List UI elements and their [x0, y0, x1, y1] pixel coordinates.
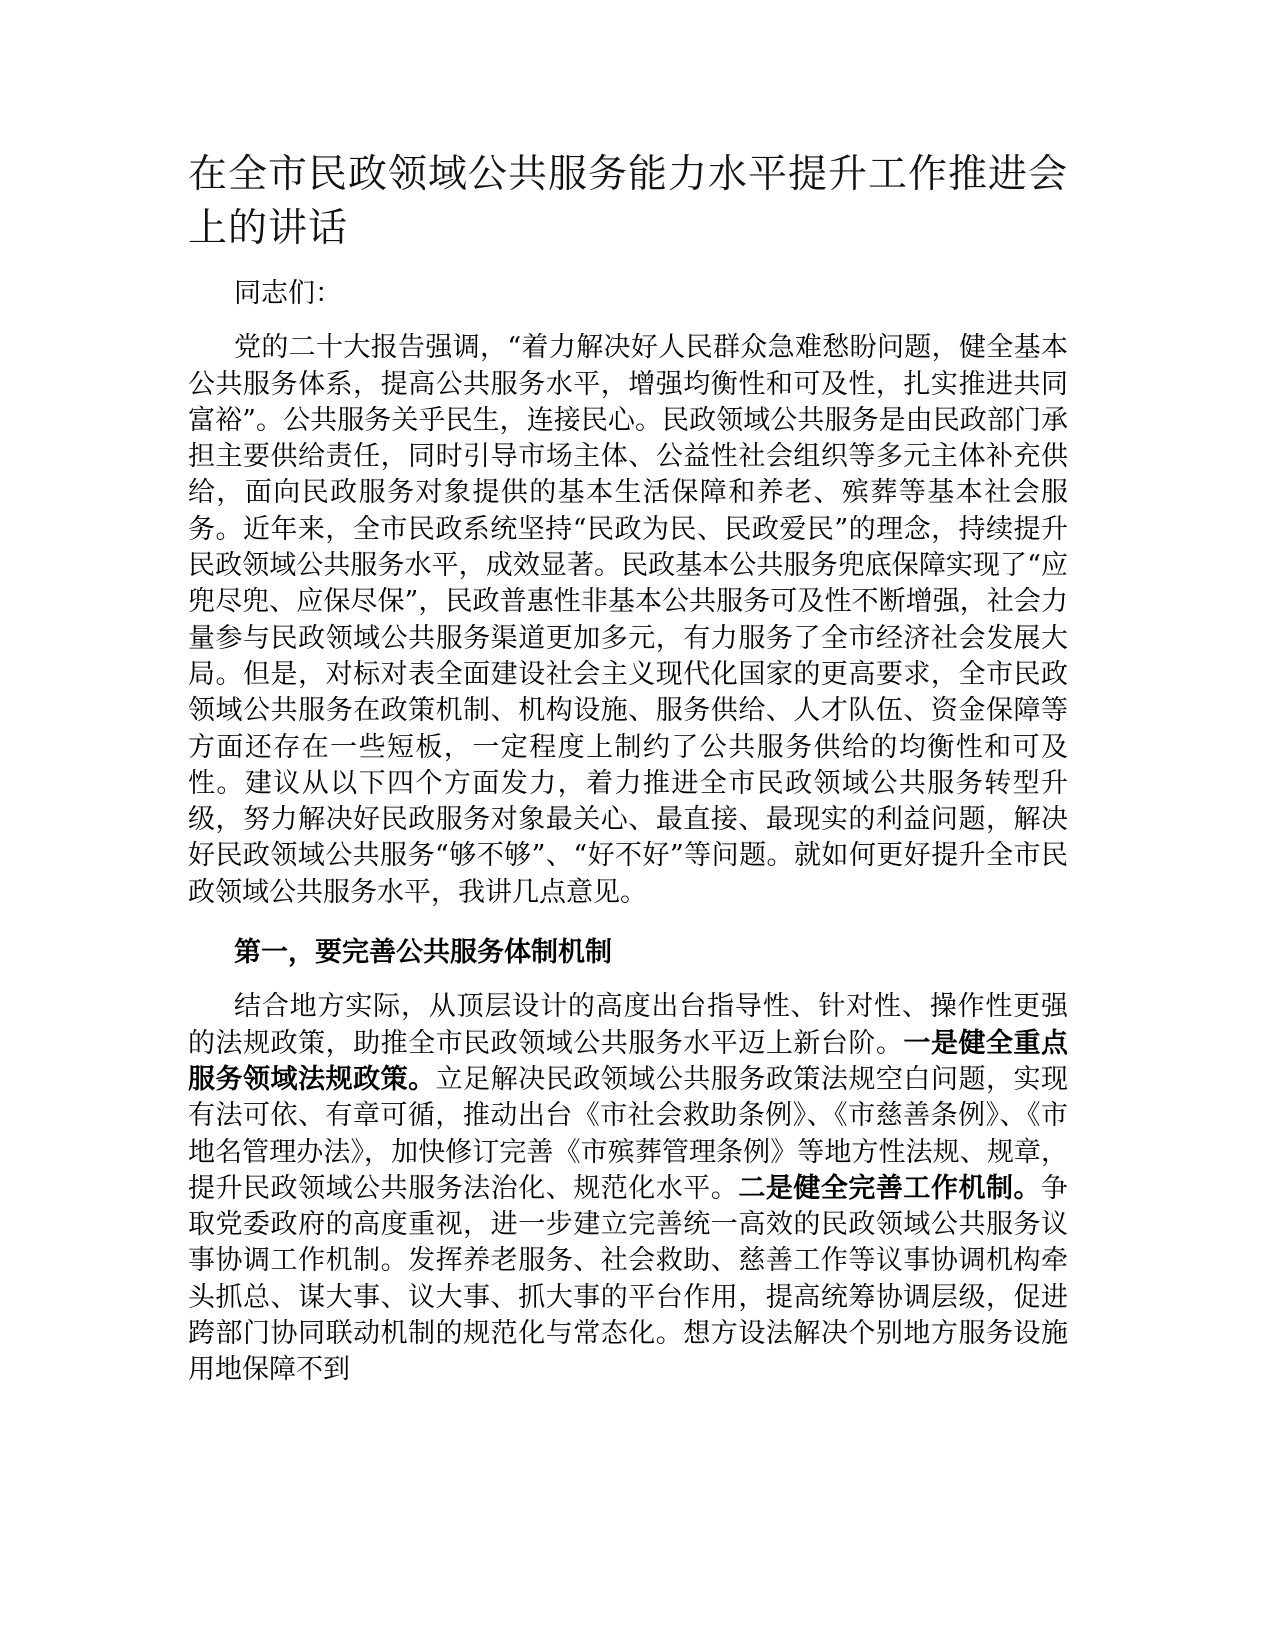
bold-point-1: 一是健全重点服务领域法规政策。	[188, 1027, 1069, 1095]
paragraph-text: 立足解决民政领域公共服务政策法规空白问题，实现有法可依、有章可循，推动出台《市社会救助条例》、《市慈善条例》、《市地名管理办法》，加快修订完善《市殡葬管理条例》等地方性法规、规章，提升民政领域公共服务法治化、规范化水平。	[188, 1063, 1069, 1204]
bold-point-2: 二是健全完善工作机制。	[738, 1172, 1042, 1204]
document-body	[188, 148, 1068, 1389]
document-title: 在全市民政领域公共服务能力水平提升工作推进会上的讲话	[188, 152, 1069, 251]
paragraph-text: 结合地方实际，从顶层设计的高度出台指导性、针对性、操作性更强的法规政策，助推全市民政领域公共服务水平迈上新台阶。	[188, 991, 1068, 1059]
section-paragraph	[188, 989, 1068, 1388]
paragraph-text: 争取党委政府的高度重视，进一步建立完善统一高效的民政领域公共服务议事协调工作机制。发挥养老服务、社会救助、慈善工作等议事协调机构牵头抓总、谋大事、议大事、抓大事的平台作用，提高统筹协调层级，促进跨部门协同联动机制的规范化与常态化。想方设法解决个别地方服务设施用地保障不到	[188, 1172, 1069, 1386]
salutation: 同志们：	[234, 278, 342, 309]
section-heading: 第一，要完善公共服务体制机制	[234, 937, 612, 969]
intro-paragraph: 党的二十大报告强调，“着力解决好人民群众急难愁盼问题，健全基本公共服务体系，提高公共服务水平，增强均衡性和可及性，扎实推进共同富裕”。公共服务关乎民生，连接民心。民政领域公共服务是由民政部门承担主要供给责任，同时引导市场主体、公益性社会组织等多元主体补充供给，面向民政服务对象提供的基本生活保障和养老、殡葬等基本社会服务。近年来，全市民政系统坚持“民政为民、民政爱民”的理念，持续提升民政领域公共服务水平，成效显著。民政基本公共服务兜底保障实现了“应兜尽兜、应保尽保”，民政普惠性非基本公共服务可及性不断增强，社会力量参与民政领域公共服务渠道更加多元，有力服务了全市经济社会发展大局。但是，对标对表全面建设社会主义现代化国家的更高要求，全市民政领域公共服务在政策机制、机构设施、服务供给、人才队伍、资金保障等方面还存在一些短板，一定程度上制约了公共服务供给的均衡性和可及性。建议从以下四个方面发力，着力推进全市民政领域公共服务转型升级，努力解决好民政服务对象最关心、最直接、最现实的利益问题，解决好民政领域公共服务“够不够”、“好不好”等问题。就如何更好提升全市民政领域公共服务水平，我讲几点意见。	[188, 332, 1068, 908]
